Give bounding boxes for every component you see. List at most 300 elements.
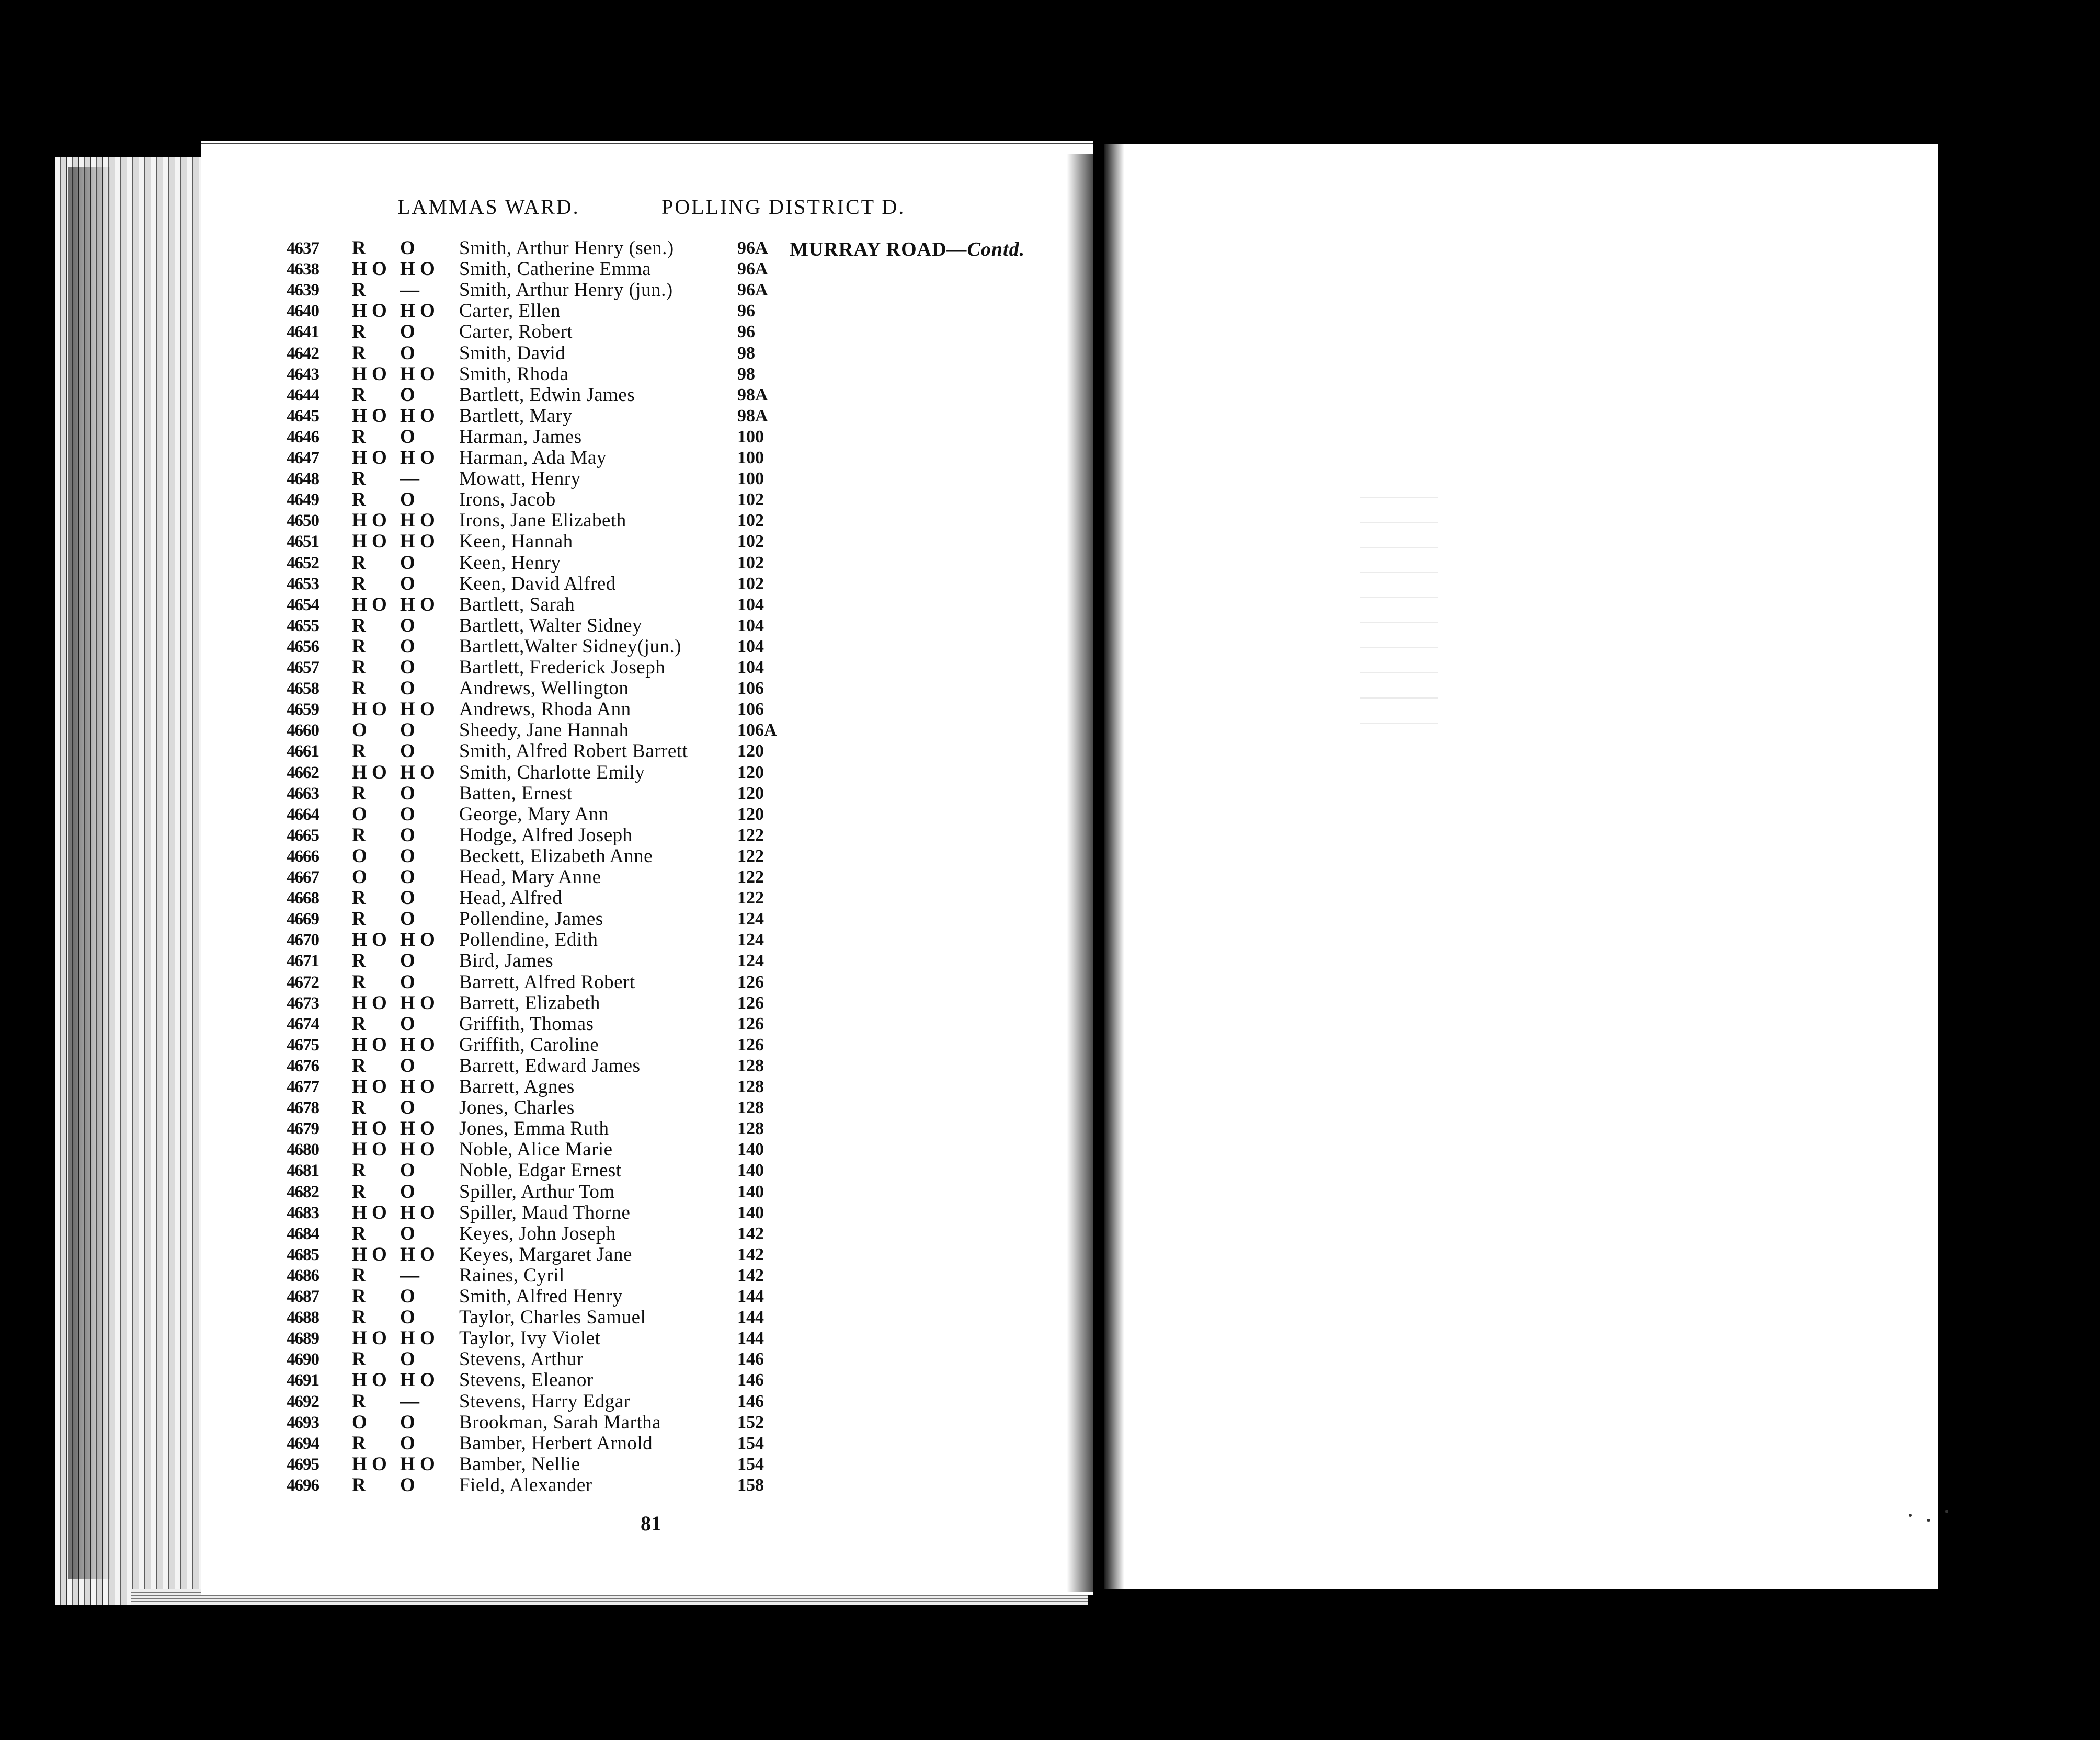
qualification-2: O xyxy=(400,1411,415,1433)
qualification-1: O xyxy=(352,719,367,741)
voter-name: Barrett, Alfred Robert xyxy=(459,971,635,993)
qualification-2: H O xyxy=(400,531,435,553)
entry-number: 4642 xyxy=(287,344,319,363)
qualification-1: R xyxy=(352,1055,366,1077)
voter-name: Spiller, Maud Thorne xyxy=(459,1201,631,1223)
qualification-1: R xyxy=(352,1160,366,1182)
qualification-2: O xyxy=(400,426,415,448)
entry-number: 4687 xyxy=(287,1287,319,1306)
house-number: 140 xyxy=(737,1203,764,1222)
entry-number: 4695 xyxy=(287,1455,319,1474)
qualification-2: O xyxy=(400,1160,415,1182)
qualification-2: O xyxy=(400,552,415,574)
qualification-1: R xyxy=(352,657,366,678)
entry-number: 4658 xyxy=(287,679,319,699)
qualification-1: R xyxy=(352,1286,366,1307)
qualification-2: O xyxy=(400,384,415,406)
entry-number: 4677 xyxy=(287,1078,319,1096)
entry-number: 4652 xyxy=(287,553,319,573)
qualification-2: H O xyxy=(400,699,435,720)
voter-name: Spiller, Arthur Tom xyxy=(459,1181,615,1203)
qualification-2: O xyxy=(400,908,415,930)
voter-name: George, Mary Ann xyxy=(459,803,609,825)
entry-number: 4651 xyxy=(287,532,319,552)
entry-number: 4696 xyxy=(287,1475,319,1495)
voter-name: Barrett, Agnes xyxy=(459,1076,575,1097)
house-number: 142 xyxy=(737,1223,764,1243)
qualification-1: R xyxy=(352,740,366,762)
entry-number: 4670 xyxy=(287,931,319,950)
qualification-2: — xyxy=(400,1264,419,1286)
page-edges-shadow xyxy=(68,167,110,1579)
qualification-2: H O xyxy=(400,447,435,468)
entry-number: 4688 xyxy=(287,1308,319,1327)
qualification-1: O xyxy=(352,845,367,867)
voter-name: Harman, James xyxy=(459,426,582,448)
qualification-2: H O xyxy=(400,1118,435,1140)
gutter-shadow xyxy=(1067,154,1098,1592)
entry-number: 4674 xyxy=(287,1014,319,1034)
house-number: 104 xyxy=(737,615,764,635)
voter-name: Brookman, Sarah Martha xyxy=(459,1411,661,1433)
house-number: 144 xyxy=(737,1329,764,1348)
voter-name: Head, Mary Anne xyxy=(459,866,601,888)
speck-mark xyxy=(1927,1519,1930,1522)
house-number: 100 xyxy=(737,448,764,467)
voter-name: Stevens, Harry Edgar xyxy=(459,1390,631,1412)
qualification-2: O xyxy=(400,1222,415,1244)
house-number: 146 xyxy=(737,1391,764,1411)
entry-number: 4692 xyxy=(287,1392,319,1411)
qualification-1: H O xyxy=(352,992,387,1014)
house-number: 120 xyxy=(737,741,764,761)
voter-name: Keen, Henry xyxy=(459,552,561,574)
entry-number: 4661 xyxy=(287,742,319,761)
house-number: 154 xyxy=(737,1433,764,1453)
speck-mark xyxy=(1909,1514,1912,1517)
entry-number: 4672 xyxy=(287,972,319,992)
voter-name: Beckett, Elizabeth Anne xyxy=(459,845,653,867)
house-number: 124 xyxy=(737,951,764,971)
entry-number: 4639 xyxy=(287,281,319,300)
page-number: 81 xyxy=(641,1512,661,1535)
qualification-2: O xyxy=(400,635,415,657)
qualification-1: R xyxy=(352,1307,366,1329)
entry-number: 4637 xyxy=(287,239,319,258)
entry-number: 4673 xyxy=(287,993,319,1013)
qualification-1: R xyxy=(352,1097,366,1119)
house-number: 128 xyxy=(737,1056,764,1075)
qualification-2: H O xyxy=(400,1369,435,1391)
voter-name: Barrett, Elizabeth xyxy=(459,992,600,1014)
street-suffix: —Contd. xyxy=(946,238,1025,260)
entry-number: 4647 xyxy=(287,449,319,467)
entry-number: 4686 xyxy=(287,1266,319,1285)
qualification-1: R xyxy=(352,573,366,594)
qualification-1: H O xyxy=(352,761,387,783)
qualification-1: H O xyxy=(352,1453,387,1475)
qualification-1: H O xyxy=(352,1327,387,1349)
voter-name: Field, Alexander xyxy=(459,1474,592,1496)
voter-name: Bartlett, Walter Sidney xyxy=(459,614,643,636)
qualification-2: O xyxy=(400,866,415,888)
qualification-2: O xyxy=(400,342,415,364)
entry-number: 4643 xyxy=(287,364,319,384)
voter-name: Jones, Emma Ruth xyxy=(459,1118,609,1140)
qualification-1: H O xyxy=(352,258,387,280)
qualification-1: R xyxy=(352,468,366,490)
house-number: 146 xyxy=(737,1370,764,1390)
entry-number: 4655 xyxy=(287,616,319,635)
house-number: 98A xyxy=(737,406,768,426)
ward-heading: LAMMAS WARD. xyxy=(397,195,580,219)
qualification-2: — xyxy=(400,1390,419,1412)
qualification-2: H O xyxy=(400,1201,435,1223)
house-number: 152 xyxy=(737,1412,764,1432)
qualification-1: H O xyxy=(352,363,387,385)
voter-name: Bartlett, Edwin James xyxy=(459,384,635,406)
house-number: 102 xyxy=(737,553,764,573)
house-number: 96A xyxy=(737,238,768,258)
house-number: 142 xyxy=(737,1265,764,1285)
entry-number: 4666 xyxy=(287,846,319,866)
house-number: 102 xyxy=(737,490,764,510)
house-number: 126 xyxy=(737,972,764,992)
qualification-2: — xyxy=(400,279,419,301)
qualification-2: H O xyxy=(400,1034,435,1056)
house-number: 126 xyxy=(737,1035,764,1055)
voter-name: Andrews, Rhoda Ann xyxy=(459,699,631,720)
house-number: 122 xyxy=(737,846,764,866)
voter-name: Keyes, Margaret Jane xyxy=(459,1243,632,1265)
house-number: 124 xyxy=(737,930,764,950)
show-through-text xyxy=(1360,476,1438,769)
voter-name: Smith, Charlotte Emily xyxy=(459,761,645,783)
right-page-shadow xyxy=(1104,144,1124,1589)
voter-name: Carter, Robert xyxy=(459,321,573,343)
house-number: 122 xyxy=(737,888,764,908)
entry-number: 4676 xyxy=(287,1056,319,1075)
qualification-2: O xyxy=(400,740,415,762)
qualification-1: R xyxy=(352,678,366,700)
qualification-2: H O xyxy=(400,593,435,615)
qualification-1: R xyxy=(352,1390,366,1412)
qualification-1: R xyxy=(352,1264,366,1286)
qualification-2: H O xyxy=(400,363,435,385)
entry-number: 4693 xyxy=(287,1413,319,1432)
house-number: 146 xyxy=(737,1349,764,1369)
house-number: 140 xyxy=(737,1161,764,1181)
voter-name: Carter, Ellen xyxy=(459,300,561,322)
qualification-1: R xyxy=(352,908,366,930)
qualification-1: H O xyxy=(352,510,387,532)
entry-number: 4648 xyxy=(287,470,319,489)
house-number: 120 xyxy=(737,762,764,782)
qualification-2: H O xyxy=(400,929,435,951)
entry-number: 4644 xyxy=(287,385,319,405)
voter-name: Smith, Arthur Henry (sen.) xyxy=(459,237,674,259)
qualification-2: H O xyxy=(400,300,435,322)
qualification-1: O xyxy=(352,866,367,888)
house-number: 98 xyxy=(737,364,755,384)
qualification-2: O xyxy=(400,1055,415,1077)
voter-name: Irons, Jacob xyxy=(459,489,556,511)
house-number: 140 xyxy=(737,1140,764,1160)
house-number: 98 xyxy=(737,343,755,363)
qualification-1: H O xyxy=(352,1201,387,1223)
house-number: 140 xyxy=(737,1182,764,1201)
qualification-1: H O xyxy=(352,1076,387,1097)
voter-name: Griffith, Thomas xyxy=(459,1013,594,1035)
qualification-2: O xyxy=(400,782,415,804)
voter-name: Smith, Rhoda xyxy=(459,363,569,385)
qualification-1: R xyxy=(352,971,366,993)
qualification-1: R xyxy=(352,384,366,406)
house-number: 144 xyxy=(737,1308,764,1327)
qualification-1: R xyxy=(352,1181,366,1203)
qualification-2: H O xyxy=(400,1453,435,1475)
entry-number: 4681 xyxy=(287,1161,319,1181)
house-number: 120 xyxy=(737,783,764,803)
entry-number: 4664 xyxy=(287,805,319,824)
entry-number: 4683 xyxy=(287,1203,319,1222)
voter-name: Bartlett, Mary xyxy=(459,405,573,427)
voter-name: Barrett, Edward James xyxy=(459,1055,641,1077)
qualification-1: R xyxy=(352,635,366,657)
voter-name: Bamber, Herbert Arnold xyxy=(459,1432,653,1454)
house-number: 106 xyxy=(737,679,764,699)
qualification-1: R xyxy=(352,321,366,343)
qualification-1: R xyxy=(352,1474,366,1496)
qualification-1: R xyxy=(352,342,366,364)
entry-number: 4656 xyxy=(287,637,319,656)
qualification-1: R xyxy=(352,824,366,846)
qualification-1: H O xyxy=(352,1243,387,1265)
voter-name: Head, Alfred xyxy=(459,887,563,909)
qualification-2: — xyxy=(400,468,419,490)
qualification-1: R xyxy=(352,614,366,636)
entry-number: 4667 xyxy=(287,868,319,887)
district-heading: POLLING DISTRICT D. xyxy=(661,195,906,219)
qualification-1: O xyxy=(352,1411,367,1433)
house-number: 98A xyxy=(737,385,768,405)
qualification-2: H O xyxy=(400,1076,435,1097)
qualification-2: O xyxy=(400,971,415,993)
voter-name: Raines, Cyril xyxy=(459,1264,565,1286)
entry-number: 4679 xyxy=(287,1119,319,1139)
entry-number: 4678 xyxy=(287,1098,319,1118)
qualification-1: H O xyxy=(352,300,387,322)
qualification-2: O xyxy=(400,719,415,741)
qualification-1: H O xyxy=(352,405,387,427)
qualification-2: O xyxy=(400,1181,415,1203)
voter-name: Sheedy, Jane Hannah xyxy=(459,719,629,741)
voter-name: Smith, Catherine Emma xyxy=(459,258,652,280)
entry-number: 4694 xyxy=(287,1434,319,1453)
entry-number: 4659 xyxy=(287,700,319,719)
qualification-1: R xyxy=(352,887,366,909)
house-number: 96A xyxy=(737,259,768,279)
voter-name: Smith, Alfred Henry xyxy=(459,1286,623,1307)
qualification-1: H O xyxy=(352,1139,387,1161)
street-name: MURRAY ROAD xyxy=(790,238,947,260)
entry-number: 4665 xyxy=(287,826,319,845)
entry-number: 4668 xyxy=(287,889,319,908)
entry-number: 4682 xyxy=(287,1182,319,1201)
voter-name: Bartlett, Sarah xyxy=(459,593,575,615)
qualification-1: R xyxy=(352,1432,366,1454)
voter-name: Keen, Hannah xyxy=(459,531,573,553)
voter-name: Noble, Alice Marie xyxy=(459,1139,613,1161)
entry-number: 4654 xyxy=(287,595,319,614)
qualification-2: O xyxy=(400,887,415,909)
entry-number: 4663 xyxy=(287,784,319,803)
entry-number: 4653 xyxy=(287,574,319,593)
left-page-top-edge xyxy=(201,141,1093,148)
voter-name: Hodge, Alfred Joseph xyxy=(459,824,633,846)
house-number: 128 xyxy=(737,1119,764,1139)
qualification-2: O xyxy=(400,1097,415,1119)
qualification-1: R xyxy=(352,237,366,259)
qualification-1: R xyxy=(352,1222,366,1244)
qualification-1: H O xyxy=(352,531,387,553)
qualification-2: O xyxy=(400,1307,415,1329)
qualification-1: R xyxy=(352,552,366,574)
voter-name: Pollendine, Edith xyxy=(459,929,598,951)
qualification-2: O xyxy=(400,614,415,636)
entry-number: 4669 xyxy=(287,910,319,929)
qualification-2: O xyxy=(400,845,415,867)
qualification-1: R xyxy=(352,426,366,448)
entry-number: 4649 xyxy=(287,490,319,510)
speck-mark xyxy=(1945,1510,1948,1513)
qualification-1: R xyxy=(352,1013,366,1035)
qualification-2: H O xyxy=(400,1327,435,1349)
qualification-2: O xyxy=(400,321,415,343)
entry-number: 4684 xyxy=(287,1224,319,1243)
entry-number: 4650 xyxy=(287,511,319,531)
qualification-2: H O xyxy=(400,1139,435,1161)
qualification-1: H O xyxy=(352,699,387,720)
voter-name: Taylor, Charles Samuel xyxy=(459,1307,646,1329)
qualification-1: R xyxy=(352,279,366,301)
qualification-1: R xyxy=(352,782,366,804)
entry-number: 4675 xyxy=(287,1035,319,1055)
qualification-2: O xyxy=(400,657,415,678)
entry-number: 4691 xyxy=(287,1371,319,1390)
voter-name: Smith, David xyxy=(459,342,566,364)
entry-number: 4646 xyxy=(287,427,319,447)
house-number: 122 xyxy=(737,867,764,887)
street-heading xyxy=(790,238,1025,261)
entry-number: 4657 xyxy=(287,658,319,677)
house-number: 158 xyxy=(737,1475,764,1495)
house-number: 104 xyxy=(737,658,764,677)
entry-number: 4645 xyxy=(287,406,319,426)
qualification-2: O xyxy=(400,678,415,700)
qualification-2: O xyxy=(400,1474,415,1496)
voter-name: Keyes, John Joseph xyxy=(459,1222,616,1244)
qualification-1: H O xyxy=(352,929,387,951)
entry-number: 4662 xyxy=(287,763,319,782)
house-number: 128 xyxy=(737,1098,764,1118)
qualification-1: O xyxy=(352,803,367,825)
voter-name: Stevens, Eleanor xyxy=(459,1369,594,1391)
qualification-2: H O xyxy=(400,405,435,427)
entry-number: 4638 xyxy=(287,260,319,279)
house-number: 106A xyxy=(737,720,777,740)
qualification-2: O xyxy=(400,1348,415,1370)
qualification-1: R xyxy=(352,1348,366,1370)
qualification-1: H O xyxy=(352,447,387,468)
house-number: 124 xyxy=(737,909,764,929)
voter-name: Griffith, Caroline xyxy=(459,1034,599,1056)
voter-name: Taylor, Ivy Violet xyxy=(459,1327,601,1349)
entry-number: 4641 xyxy=(287,323,319,342)
book-spine xyxy=(1094,152,1104,1595)
qualification-1: R xyxy=(352,489,366,511)
house-number: 102 xyxy=(737,574,764,593)
qualification-1: H O xyxy=(352,1369,387,1391)
voter-name: Irons, Jane Elizabeth xyxy=(459,510,626,532)
voter-name: Stevens, Arthur xyxy=(459,1348,584,1370)
qualification-2: O xyxy=(400,573,415,594)
house-number: 100 xyxy=(737,427,764,447)
qualification-2: O xyxy=(400,950,415,972)
house-number: 122 xyxy=(737,825,764,845)
qualification-1: R xyxy=(352,950,366,972)
entry-number: 4640 xyxy=(287,302,319,321)
voter-name: Bartlett,Walter Sidney(jun.) xyxy=(459,635,682,657)
qualification-2: O xyxy=(400,237,415,259)
qualification-2: O xyxy=(400,1013,415,1035)
entry-number: 4685 xyxy=(287,1245,319,1264)
house-number: 154 xyxy=(737,1454,764,1474)
qualification-2: H O xyxy=(400,992,435,1014)
voter-name: Bamber, Nellie xyxy=(459,1453,580,1475)
house-number: 102 xyxy=(737,511,764,531)
entry-number: 4671 xyxy=(287,952,319,971)
voter-name: Harman, Ada May xyxy=(459,447,607,468)
house-number: 96 xyxy=(737,322,755,342)
qualification-1: H O xyxy=(352,593,387,615)
qualification-1: H O xyxy=(352,1118,387,1140)
qualification-2: H O xyxy=(400,510,435,532)
house-number: 104 xyxy=(737,594,764,614)
voter-name: Pollendine, James xyxy=(459,908,603,930)
house-number: 126 xyxy=(737,1014,764,1034)
voter-name: Andrews, Wellington xyxy=(459,678,629,700)
house-number: 126 xyxy=(737,993,764,1013)
house-number: 100 xyxy=(737,469,764,489)
house-number: 96A xyxy=(737,280,768,300)
voter-name: Bird, James xyxy=(459,950,554,972)
entry-number: 4660 xyxy=(287,721,319,740)
entry-number: 4680 xyxy=(287,1140,319,1160)
house-number: 104 xyxy=(737,636,764,656)
qualification-1: H O xyxy=(352,1034,387,1056)
voter-name: Smith, Alfred Robert Barrett xyxy=(459,740,688,762)
voter-name: Jones, Charles xyxy=(459,1097,575,1119)
qualification-2: H O xyxy=(400,1243,435,1265)
right-page xyxy=(1104,144,1938,1589)
entry-number: 4689 xyxy=(287,1329,319,1348)
voter-name: Bartlett, Frederick Joseph xyxy=(459,657,666,678)
voter-name: Smith, Arthur Henry (jun.) xyxy=(459,279,673,301)
qualification-2: H O xyxy=(400,761,435,783)
voter-name: Mowatt, Henry xyxy=(459,468,581,490)
qualification-2: O xyxy=(400,803,415,825)
